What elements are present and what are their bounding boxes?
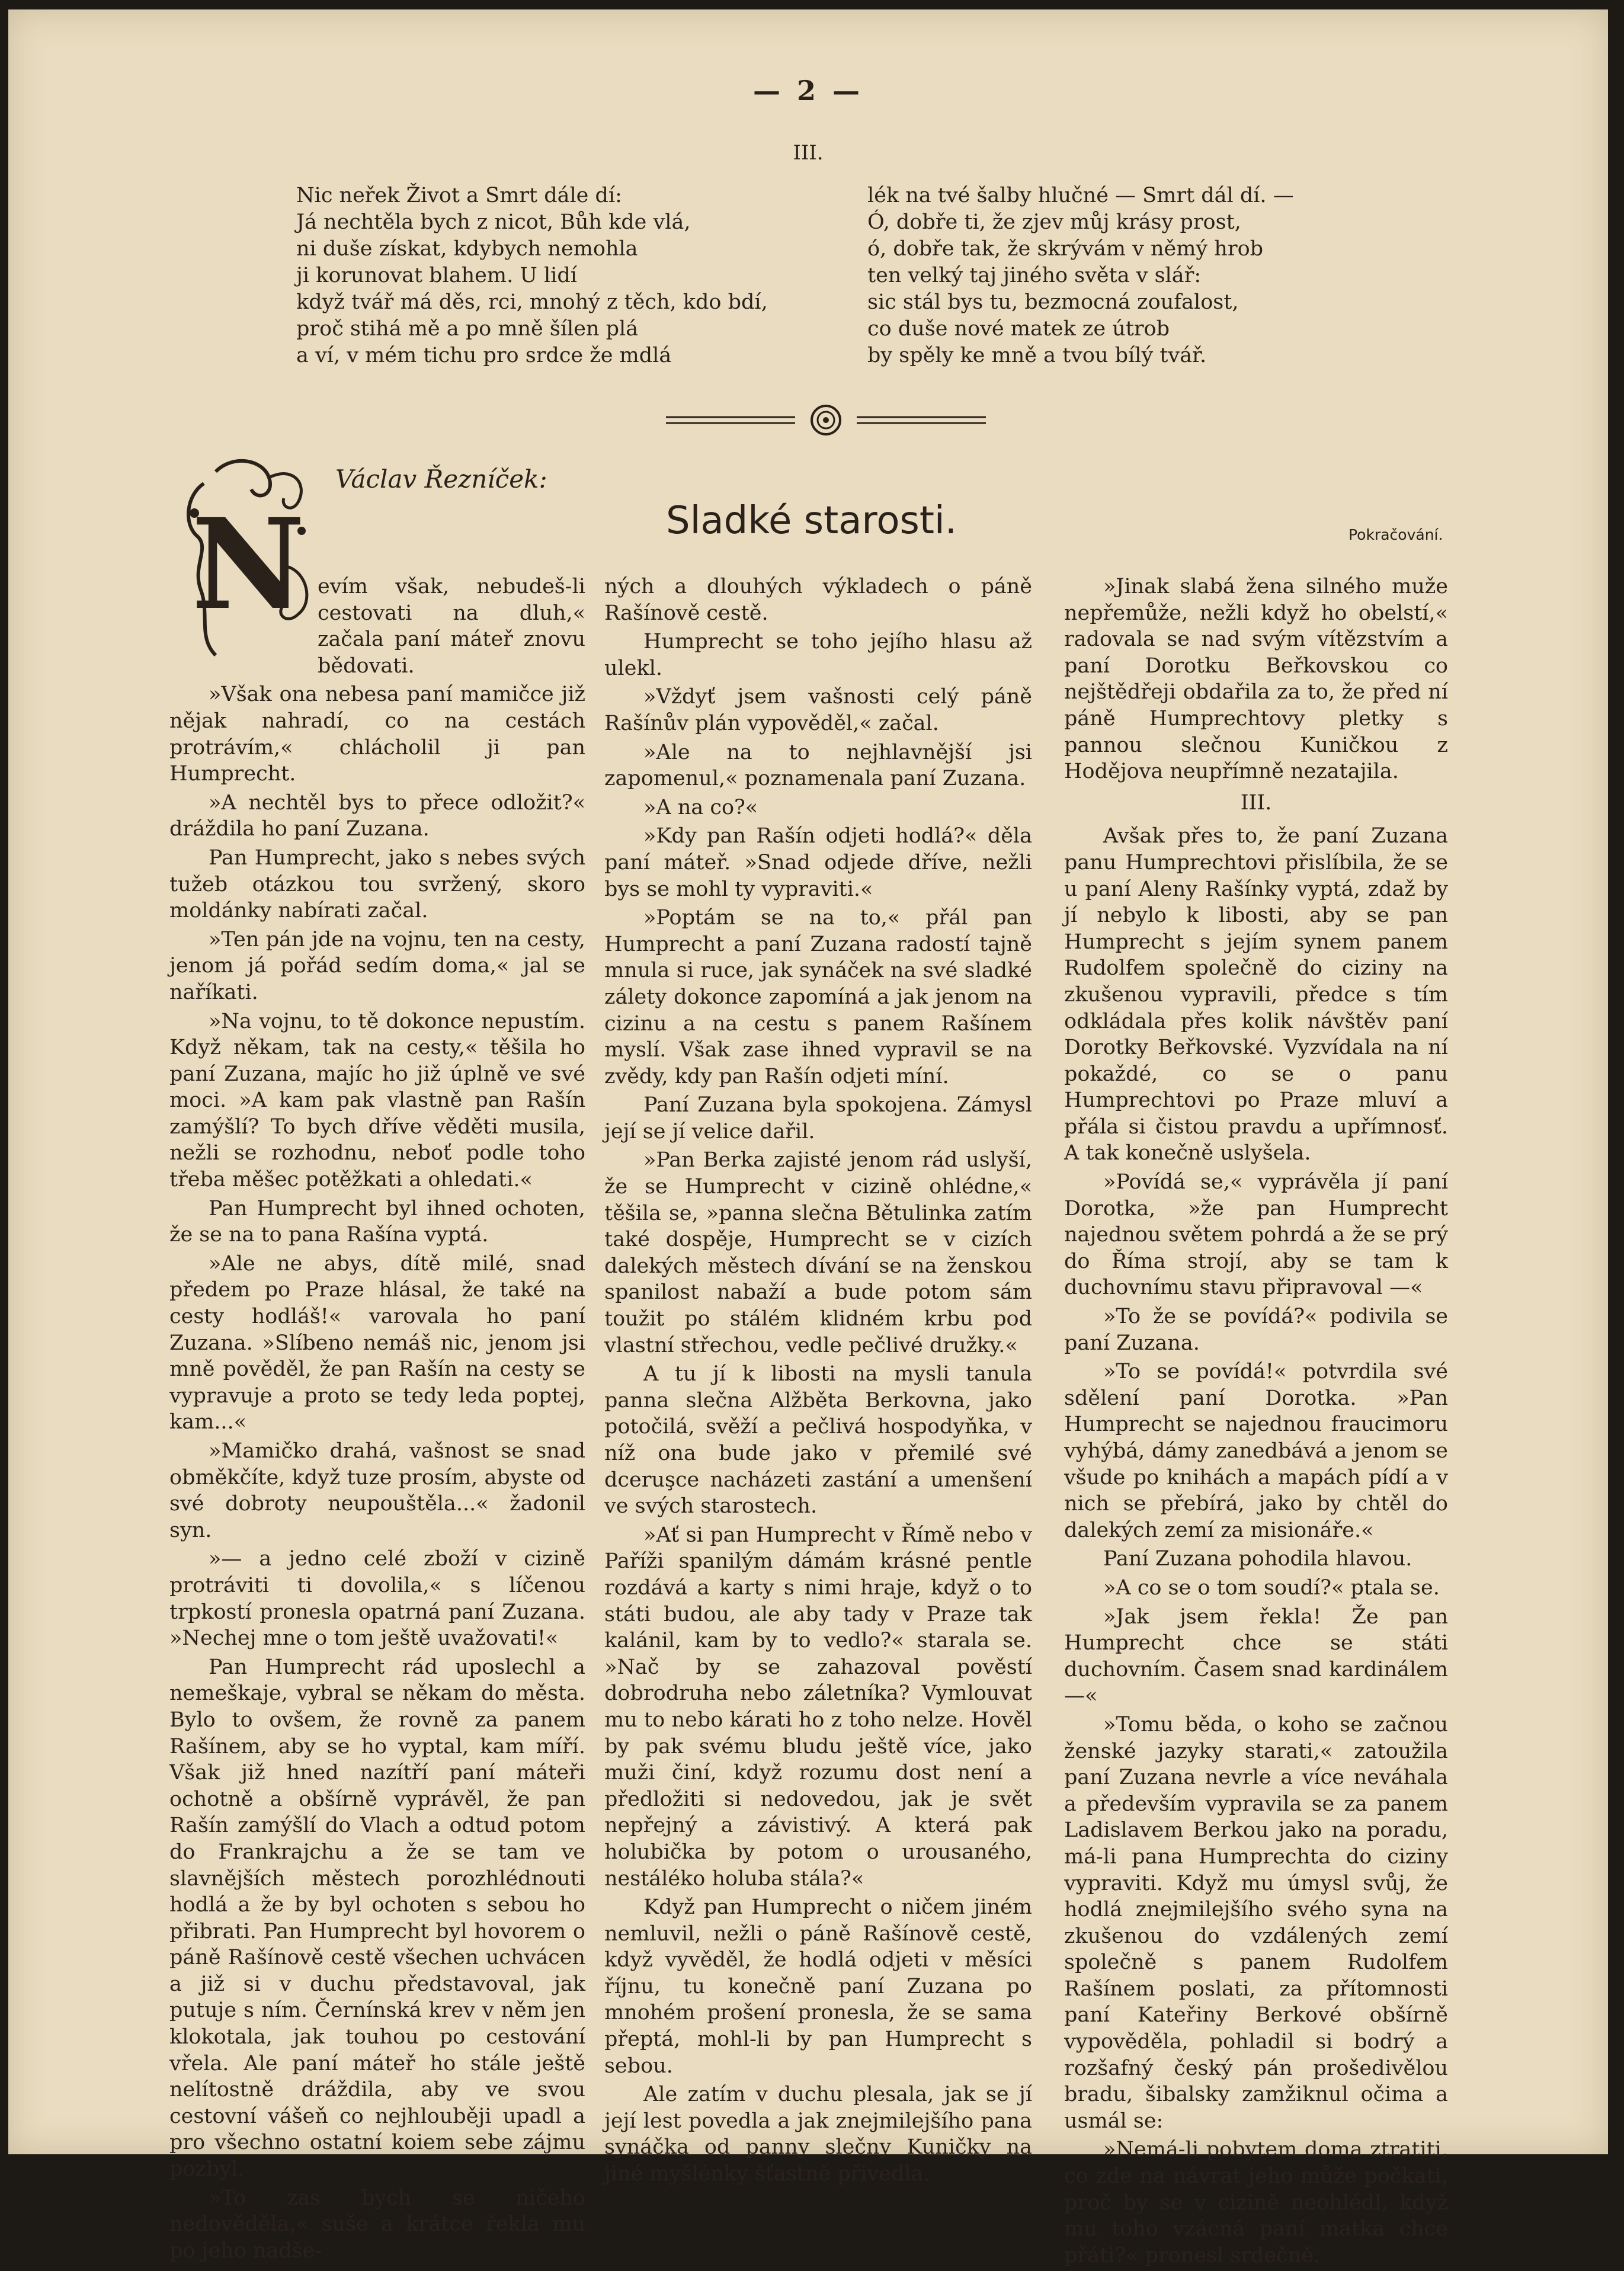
paragraph: Paní Zuzana byla spokojena. Zámysl její se jí velice dařil. — [604, 1093, 1032, 1143]
ornamental-divider — [660, 404, 992, 436]
poem-line: by spěly ke mně a tvou bílý tvář. — [867, 344, 1207, 367]
paragraph: Ale zatím v duchu plesala, jak se jí její lest povedla a jak znejmilejšího pana synáčka od panny slečny Kuničky na jiné myšlénky šťastně přivedla. — [604, 2083, 1032, 2186]
paragraph: »Ale ne abys, dítě milé, snad předem po Praze hlásal, že také na cesty hodláš!« varovala ho paní Zuzana. »Slíbeno nemáš nic, jenom jsi mně pověděl, že pan Rašín na cesty se vypravuje a proto se tedy leda poptej, kam...« — [169, 1251, 585, 1434]
paragraph: evím však, nebudeš-li cestovati na dluh,« začala paní máteř znovu bědovati. — [318, 575, 585, 678]
paragraph: Pan Humprecht, jako s nebes svých tužeb otázkou tou svržený, skoro moldánky nabírati začal. — [169, 845, 585, 923]
paragraph: »A co se o tom soudí?« ptala se. — [1103, 1575, 1440, 1600]
poem-line: ni duše získat, kdybych nemohla — [296, 237, 638, 261]
paragraph: Pan Humprecht byl ihned ochoten, že se na to pana Rašína vyptá. — [169, 1196, 585, 1247]
paragraph: Pan Humprecht rád uposlechl a nemeškaje, vybral se někam do města. Bylo to ovšem, že rovně za panem Rašínem, aby se ho vyptal, kam míří. Však již hned nazítří paní máteři ochotně a obšírně vyprávěl, že pan Rašín zamýšlí do Vlach a odtud potom do Frankrajchu a že se tam ve slavnějších městech porozhlédnouti hodlá a že by byl ochoten s sebou ho přibrati. Pan Humprecht byl hovorem o páně Rašínově cestě všechen uchvácen a již si v duchu představoval, jak putuje s ním. Černínská krev v něm jen klokotala, jak touhou po cestování vřela. Ale paní máteř ho stále ještě nelítostně dráždila, aby ve svou cestovní vášeň co nejhlouběji upadl a pro všechno ostatní koiem sebe zájmu pozbyl. — [169, 1655, 585, 2182]
paragraph: »To se povídá!« potvrdila své sdělení paní Dorotka. »Pan Humprecht se najednou fraucimoru vyhýbá, dámy zanedbává a jenom se všude po knihách a mapách pídí a v nich se přebírá, jako by chtěl do dalekých zemí za misionáře.« — [1064, 1360, 1448, 1542]
paragraph: »Však ona nebesa paní mamičce již nějak nahradí, co na cestách protrávím,« chlácholil ji pan Humprecht. — [169, 683, 585, 786]
paragraph: Když pan Humprecht o ničem jiném nemluvil, nežli o páně Rašínově cestě, když vyvěděl, že hodlá odjeti v měsíci říjnu, tu konečně paní Zuzana po mnohém prošení pronesla, že se sama přeptá, mohl-li by pan Humprecht s sebou. — [604, 1895, 1032, 2078]
poem-left-stanza — [296, 182, 768, 369]
poem-line: co duše nové matek ze útrob — [867, 317, 1170, 341]
dropcap-space — [169, 574, 318, 678]
page-number: — 2 — — [752, 75, 864, 107]
poem-line: ten velký taj jiného světa v slář: — [867, 264, 1202, 287]
paragraph: »Mamičko drahá, vašnost se snad obměkčíte, když tuze prosím, abyste od své dobroty neupouštěla...« žadonil syn. — [169, 1439, 585, 1542]
paragraph: ných a dlouhých výkladech o páně Rašínově cestě. — [604, 575, 1032, 625]
continued-note: Pokračování. — [1348, 526, 1443, 543]
paragraph: »— a jedno celé zboží v cizině protráviti ti dovolila,« s líčenou trpkostí pronesla opatrná paní Zuzana. »Nechej mne o tom ještě uvažovati!« — [169, 1547, 585, 1651]
poem-line: lék na tvé šalby hlučné — Smrt dál dí. — — [867, 184, 1294, 207]
poem-line: proč stihá mě a po mně šílen plá — [296, 317, 639, 341]
story-title: Sladké starosti. — [666, 499, 957, 543]
paragraph: »Vždyť jsem vašnosti celý páně Rašínův plán vypověděl,« začal. — [604, 685, 1032, 735]
paragraph: Avšak přes to, že paní Zuzana panu Humprechtovi přislíbila, že se u paní Aleny Rašínky vyptá, zdaž by jí nebylo k libosti, aby se pan Humprecht s jejím synem panem Rudolfem společně do ciziny na zkušenou vypravili, předce s tím odkládala přes kolik návštěv paní Dorotky Beřkovské. Vyzvídala na ní pokaždé, co se o panu Humprechtovi po Praze mluví a přála si čistou pravdu a upřímnosť. A tak konečně uslyšela. — [1064, 824, 1448, 1165]
paragraph: »Jak jsem řekla! Že pan Humprecht chce se státi duchovním. Časem snad kardinálem —« — [1064, 1604, 1448, 1708]
paragraph: »Jinak slabá žena silného muže nepřemůže, nežli když ho obelstí,« radovala se nad svým vítězstvím a paní Dorotku Beřkovskou co nejštědřeji obdařila za to, že před ní páně Humprechtovy pletky s pannou slečnou Kuničkou z Hodějova neupřímně nezatajila. — [1064, 575, 1448, 784]
paragraph: »Kdy pan Rašín odjeti hodlá?« děla paní máteř. »Snad odjede dříve, nežli bys se mohl ty vypraviti.« — [604, 824, 1032, 901]
paragraph: »Ať si pan Humprecht v Římě nebo v Paříži spanilým dámám krásné pentle rozdává a karty s nimi hraje, když o to státi budou, ale aby tady v Praze tak kalánil, kam by to vedlo?« starala se. »Nač by se zahazoval pověstí dobrodruha nebo záletníka? Vymlouvat mu to nebo kárati ho z toho nelze. Hověl by pak svému bludu ještě více, jako muži činí, když rozumu dost není a předložiti si nedovedou, jak je svět nepřejný a závistivý. A která pak holubička by potom o urousaného, nestáléko holuba stála?« — [604, 1523, 1032, 1891]
paragraph: »To že se povídá?« podivila se paní Zuzana. — [1064, 1305, 1448, 1355]
paragraph: »Nemá-li pobytem doma ztratiti, co zde na návrat jeho může počkati, proč by se v cizině neohlédl, když mu toho vzácná paní matka chce přáti?« pronesl srdečně. — [1064, 2138, 1448, 2267]
poem-line: a ví, v mém tichu pro srdce že mdlá — [296, 344, 672, 367]
dropcap-letter: N — [191, 491, 305, 638]
paragraph: »Tomu běda, o koho se začnou ženské jazyky starati,« zatoužila paní Zuzana nevrle a více neváhala a především vypravila se za panem Ladislavem Berkou jako na poradu, má-li pana Humprechta do ciziny vypraviti. Když mu úmysl svůj, že hodlá znejmilejšího svého syna na zkušenou do vzdálených zemí společně s panem Rudolfem Rašínem poslati, za přítomnosti paní Kateřiny Berkové obšírně vypověděla, pohladil si bodrý a rozšafný český pán prošedivělou bradu, šibalsky zamžiknul očima a usmál se: — [1064, 1712, 1448, 2133]
poem-section-number: III. — [793, 141, 824, 165]
paragraph: A tu jí k libosti na mysli tanula panna slečna Alžběta Berkovna, jako potočilá, svěží a pečlivá hospodyňka, v níž ona bude jako v přemilé své dceruşce nacházeti zastání a umenšení ve svých starostech. — [604, 1362, 1032, 1519]
poem-right-stanza — [867, 182, 1294, 369]
poem-line: ji korunovat blahem. U lidí — [296, 264, 577, 287]
section-heading: III. — [1240, 790, 1272, 815]
author-byline: Václav Řezníček: — [335, 465, 547, 494]
paragraph: »Povídá se,« vyprávěla jí paní Dorotka, »že pan Humprecht najednou světem pohrdá a že se prý do Říma strojí, aby se tam k duchovnímu stavu připravoval —« — [1064, 1170, 1448, 1300]
paragraph: »Pan Berka zajisté jenom rád uslyší, že se Humprecht v cizině ohlédne,« těšila se, »panna slečna Bětulinka zatím také dospěje, Humprecht se v cizích dalekých městech dívání se na ženskou spanilost nabaží a bude potom sám toužit po stálém klidném krbu pod vlastní střechou, vedle pečlivé družky.« — [604, 1148, 1032, 1357]
column-1 — [169, 574, 585, 2266]
column-3 — [1064, 574, 1448, 2271]
paragraph: Humprecht se toho jejího hlasu až ulekl. — [604, 630, 1032, 680]
newspaper-page — [8, 9, 1608, 2267]
paragraph: »Ale na to nejhlavnější jsi zapomenul,« poznamenala paní Zuzana. — [604, 740, 1032, 791]
poem-line: když tvář má děs, rci, mnohý z těch, kdo bdí, — [296, 290, 768, 314]
paragraph: Paní Zuzana pohodila hlavou. — [1103, 1547, 1412, 1571]
paragraph: »A nechtěl bys to přece odložit?« dráždila ho paní Zuzana. — [169, 790, 585, 841]
poem-line: Nic neřek Život a Smrt dále dí: — [296, 184, 622, 207]
poem-line: sic stál bys tu, bezmocná zoufalost, — [867, 290, 1239, 314]
poem-line: ó, dobře tak, že skrývám v němý hrob — [867, 237, 1264, 261]
paragraph: »Ten pán jde na vojnu, ten na cesty, jenom já pořád sedím doma,« jal se naříkati. — [169, 927, 585, 1004]
column-2 — [604, 574, 1032, 2190]
poem-line: Ó, dobře ti, že zjev můj krásy prost, — [867, 210, 1241, 234]
paragraph: »Na vojnu, to tě dokonce nepustím. Když někam, tak na cesty,« těšila ho paní Zuzana, majíc ho již úplně ve své moci. »A kam pak vlastně pan Rašín zamýšlí? To bych dříve věděti musila, nežli se rozhodnu, neboť podle toho třeba měšec potěžkati a ohledati.« — [169, 1009, 585, 1192]
paragraph: »To zas bych se ničeho nedověděla,« suše a krátce řekla mu po jeho nadše- — [169, 2186, 585, 2263]
paragraph: »A na co?« — [643, 795, 758, 819]
paragraph: »Poptám se na to,« přál pan Humprecht a paní Zuzana radostí tajně mnula si ruce, jak synáček na své sladké zálety dokonce zapomíná a jak jenom na cizinu a na cestu s panem Rašínem myslí. Však zase ihned vypravil se na zvědy, kdy pan Rašín odjeti míní. — [604, 906, 1032, 1088]
poem-line: Já nechtěla bych z nicot, Bůh kde vlá, — [296, 210, 691, 234]
